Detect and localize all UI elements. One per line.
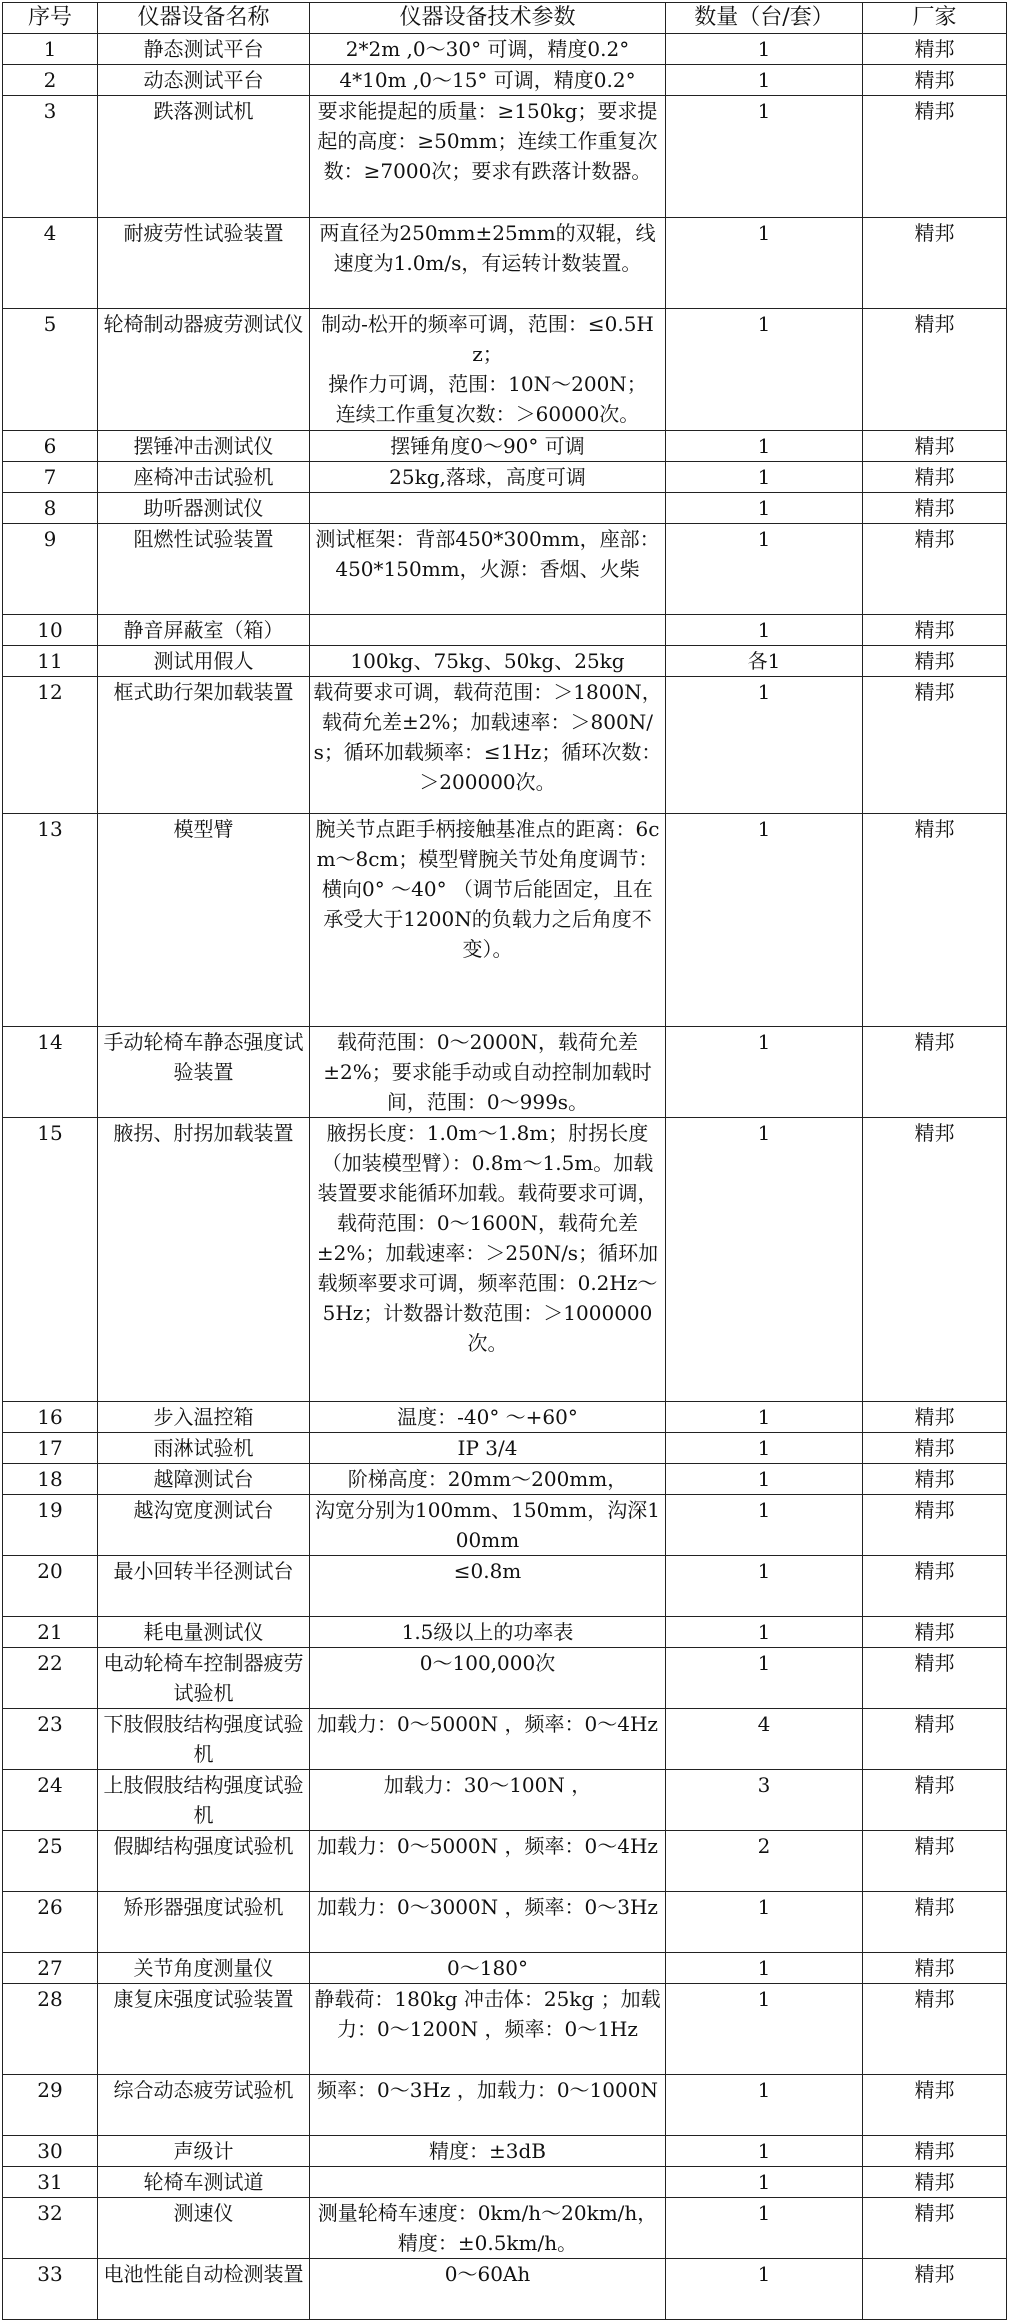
quantity-cell: 1 [666, 1027, 863, 1118]
equipment-name-cell: 摆锤冲击测试仪 [98, 431, 310, 462]
table-row [3, 2167, 1007, 2198]
table-row [3, 615, 1007, 646]
manufacturer-cell: 精邦 [863, 1027, 1007, 1118]
manufacturer-cell: 精邦 [863, 1709, 1007, 1770]
equipment-name-cell: 耗电量测试仪 [98, 1617, 310, 1648]
technical-parameters-cell: 阶梯高度：20mm～200mm， [310, 1464, 666, 1495]
quantity-cell: 1 [666, 2136, 863, 2167]
header-manufacturer: 厂家 [863, 3, 1007, 34]
table-row [3, 2136, 1007, 2167]
manufacturer-cell: 精邦 [863, 646, 1007, 677]
quantity-cell: 1 [666, 1433, 863, 1464]
equipment-name-cell: 矫形器强度试验机 [98, 1892, 310, 1953]
equipment-name-cell: 越沟宽度测试台 [98, 1495, 310, 1556]
manufacturer-cell: 精邦 [863, 814, 1007, 1027]
technical-parameters-cell: 4*10m ,0～15° 可调，精度0.2° [310, 65, 666, 96]
table-row [3, 431, 1007, 462]
quantity-cell: 1 [666, 1402, 863, 1433]
table-row [3, 309, 1007, 431]
serial-number-cell: 13 [3, 814, 98, 1027]
technical-parameters-cell: 温度：-40° ～+60° [310, 1402, 666, 1433]
serial-number-cell: 21 [3, 1617, 98, 1648]
serial-number-cell: 19 [3, 1495, 98, 1556]
equipment-name-cell: 测试用假人 [98, 646, 310, 677]
serial-number-cell: 28 [3, 1984, 98, 2075]
technical-parameters-cell: IP 3/4 [310, 1433, 666, 1464]
table-row [3, 1892, 1007, 1953]
table-row [3, 2259, 1007, 2320]
equipment-name-cell: 动态测试平台 [98, 65, 310, 96]
equipment-name-cell: 电动轮椅车控制器疲劳试验机 [98, 1648, 310, 1709]
serial-number-cell: 2 [3, 65, 98, 96]
table-body [3, 34, 1007, 2320]
header-equipment-name: 仪器设备名称 [98, 3, 310, 34]
manufacturer-cell: 精邦 [863, 1892, 1007, 1953]
table-row [3, 1709, 1007, 1770]
equipment-name-cell: 静态测试平台 [98, 34, 310, 65]
technical-parameters-cell: 1.5级以上的功率表 [310, 1617, 666, 1648]
quantity-cell: 1 [666, 524, 863, 615]
manufacturer-cell: 精邦 [863, 493, 1007, 524]
table-row [3, 96, 1007, 218]
quantity-cell: 1 [666, 677, 863, 814]
technical-parameters-cell: 载荷要求可调，载荷范围：＞1800N，载荷允差±2%；加载速率：＞800N/s；循环加载频率：≤1Hz；循环次数：＞200000次。 [310, 677, 666, 814]
manufacturer-cell: 精邦 [863, 2075, 1007, 2136]
equipment-name-cell: 座椅冲击试验机 [98, 462, 310, 493]
manufacturer-cell: 精邦 [863, 309, 1007, 431]
technical-parameters-cell: 加载力：0～3000N ，频率：0～3Hz [310, 1892, 666, 1953]
table-row [3, 1953, 1007, 1984]
manufacturer-cell: 精邦 [863, 2167, 1007, 2198]
technical-parameters-cell: 频率：0～3Hz ，加载力：0～1000N [310, 2075, 666, 2136]
technical-parameters-cell: 25kg,落球，高度可调 [310, 462, 666, 493]
quantity-cell: 1 [666, 34, 863, 65]
serial-number-cell: 27 [3, 1953, 98, 1984]
table-row [3, 1118, 1007, 1402]
manufacturer-cell: 精邦 [863, 615, 1007, 646]
table-row [3, 1556, 1007, 1617]
manufacturer-cell: 精邦 [863, 524, 1007, 615]
serial-number-cell: 24 [3, 1770, 98, 1831]
equipment-name-cell: 关节角度测量仪 [98, 1953, 310, 1984]
technical-parameters-cell: 0～60Ah [310, 2259, 666, 2320]
technical-parameters-cell: 加载力：0～5000N ，频率：0～4Hz [310, 1709, 666, 1770]
table-row [3, 1495, 1007, 1556]
quantity-cell: 1 [666, 2167, 863, 2198]
quantity-cell: 2 [666, 1831, 863, 1892]
equipment-name-cell: 康复床强度试验装置 [98, 1984, 310, 2075]
quantity-cell: 1 [666, 431, 863, 462]
manufacturer-cell: 精邦 [863, 1464, 1007, 1495]
manufacturer-cell: 精邦 [863, 2136, 1007, 2167]
equipment-name-cell: 越障测试台 [98, 1464, 310, 1495]
serial-number-cell: 33 [3, 2259, 98, 2320]
serial-number-cell: 17 [3, 1433, 98, 1464]
technical-parameters-cell: 摆锤角度0～90° 可调 [310, 431, 666, 462]
serial-number-cell: 23 [3, 1709, 98, 1770]
serial-number-cell: 6 [3, 431, 98, 462]
serial-number-cell: 7 [3, 462, 98, 493]
manufacturer-cell: 精邦 [863, 96, 1007, 218]
table-header-row [3, 3, 1007, 34]
serial-number-cell: 18 [3, 1464, 98, 1495]
header-serial-number: 序号 [3, 3, 98, 34]
quantity-cell: 1 [666, 1617, 863, 1648]
quantity-cell: 4 [666, 1709, 863, 1770]
table-row [3, 1770, 1007, 1831]
equipment-name-cell: 上肢假肢结构强度试验机 [98, 1770, 310, 1831]
table-row [3, 2075, 1007, 2136]
table-row [3, 34, 1007, 65]
serial-number-cell: 9 [3, 524, 98, 615]
table-row [3, 1984, 1007, 2075]
technical-parameters-cell: 加载力：0～5000N ，频率：0～4Hz [310, 1831, 666, 1892]
equipment-name-cell: 下肢假肢结构强度试验机 [98, 1709, 310, 1770]
table-row [3, 646, 1007, 677]
serial-number-cell: 15 [3, 1118, 98, 1402]
equipment-name-cell: 助听器测试仪 [98, 493, 310, 524]
technical-parameters-cell: 要求能提起的质量：≥150kg；要求提起的高度：≥50mm；连续工作重复次数：≥7000次；要求有跌落计数器。 [310, 96, 666, 218]
manufacturer-cell: 精邦 [863, 1495, 1007, 1556]
equipment-name-cell: 最小回转半径测试台 [98, 1556, 310, 1617]
table-row [3, 1648, 1007, 1709]
serial-number-cell: 16 [3, 1402, 98, 1433]
serial-number-cell: 14 [3, 1027, 98, 1118]
serial-number-cell: 3 [3, 96, 98, 218]
table-row [3, 1402, 1007, 1433]
technical-parameters-cell: 静载荷：180kg 冲击体：25kg ；加载力：0～1200N ，频率：0～1Hz [310, 1984, 666, 2075]
quantity-cell: 1 [666, 2198, 863, 2259]
manufacturer-cell: 精邦 [863, 1556, 1007, 1617]
quantity-cell: 1 [666, 1953, 863, 1984]
technical-parameters-cell: 腋拐长度：1.0m～1.8m；肘拐长度（加装模型臂）：0.8m～1.5m。加载装置要求能循环加载。载荷要求可调，载荷范围：0～1600N，载荷允差±2%；加载速率：＞250N/s；循环加载频率要求可调，频率范围：0.2Hz～5Hz；计数器计数范围：＞1000000次。 [310, 1118, 666, 1402]
manufacturer-cell: 精邦 [863, 1984, 1007, 2075]
manufacturer-cell: 精邦 [863, 218, 1007, 309]
table-row [3, 65, 1007, 96]
quantity-cell: 1 [666, 1118, 863, 1402]
manufacturer-cell: 精邦 [863, 1433, 1007, 1464]
table-row [3, 814, 1007, 1027]
manufacturer-cell: 精邦 [863, 462, 1007, 493]
technical-parameters-cell: ≤0.8m [310, 1556, 666, 1617]
technical-parameters-cell [310, 615, 666, 646]
table-row [3, 1027, 1007, 1118]
equipment-name-cell: 轮椅制动器疲劳测试仪 [98, 309, 310, 431]
serial-number-cell: 32 [3, 2198, 98, 2259]
technical-parameters-cell: 载荷范围：0～2000N，载荷允差±2%；要求能手动或自动控制加载时间，范围：0～999s。 [310, 1027, 666, 1118]
technical-parameters-cell: 腕关节点距手柄接触基准点的距离：6cm～8cm；模型臂腕关节处角度调节：横向0° ～40° （调节后能固定，且在承受大于1200N的负载力之后角度不变）。 [310, 814, 666, 1027]
quantity-cell: 1 [666, 1464, 863, 1495]
equipment-name-cell: 手动轮椅车静态强度试验装置 [98, 1027, 310, 1118]
quantity-cell: 1 [666, 65, 863, 96]
serial-number-cell: 5 [3, 309, 98, 431]
table-row [3, 1433, 1007, 1464]
quantity-cell: 3 [666, 1770, 863, 1831]
quantity-cell: 各1 [666, 646, 863, 677]
table-row [3, 462, 1007, 493]
header-technical-parameters: 仪器设备技术参数 [310, 3, 666, 34]
manufacturer-cell: 精邦 [863, 1953, 1007, 1984]
table-row [3, 677, 1007, 814]
table-row [3, 1464, 1007, 1495]
quantity-cell: 1 [666, 2075, 863, 2136]
equipment-name-cell: 腋拐、肘拐加载装置 [98, 1118, 310, 1402]
technical-parameters-cell: 加载力：30～100N ， [310, 1770, 666, 1831]
quantity-cell: 1 [666, 1495, 863, 1556]
quantity-cell: 1 [666, 309, 863, 431]
manufacturer-cell: 精邦 [863, 2259, 1007, 2320]
equipment-name-cell: 跌落测试机 [98, 96, 310, 218]
serial-number-cell: 29 [3, 2075, 98, 2136]
manufacturer-cell: 精邦 [863, 34, 1007, 65]
quantity-cell: 1 [666, 462, 863, 493]
equipment-name-cell: 阻燃性试验装置 [98, 524, 310, 615]
quantity-cell: 1 [666, 2259, 863, 2320]
serial-number-cell: 30 [3, 2136, 98, 2167]
quantity-cell: 1 [666, 1984, 863, 2075]
quantity-cell: 1 [666, 1892, 863, 1953]
manufacturer-cell: 精邦 [863, 1617, 1007, 1648]
manufacturer-cell: 精邦 [863, 2198, 1007, 2259]
table-row [3, 218, 1007, 309]
table-row [3, 1831, 1007, 1892]
serial-number-cell: 11 [3, 646, 98, 677]
equipment-name-cell: 步入温控箱 [98, 1402, 310, 1433]
technical-parameters-cell: 精度：±3dB [310, 2136, 666, 2167]
equipment-table [2, 2, 1007, 2320]
technical-parameters-cell: 2*2m ,0～30° 可调，精度0.2° [310, 34, 666, 65]
technical-parameters-cell: 制动-松开的频率可调，范围：≤0.5Hz； 操作力可调，范围：10N～200N； 连续工作重复次数：＞60000次。 [310, 309, 666, 431]
manufacturer-cell: 精邦 [863, 1648, 1007, 1709]
equipment-name-cell: 框式助行架加载装置 [98, 677, 310, 814]
manufacturer-cell: 精邦 [863, 65, 1007, 96]
manufacturer-cell: 精邦 [863, 1118, 1007, 1402]
quantity-cell: 1 [666, 493, 863, 524]
equipment-name-cell: 声级计 [98, 2136, 310, 2167]
equipment-name-cell: 假脚结构强度试验机 [98, 1831, 310, 1892]
technical-parameters-cell: 100kg、75kg、50kg、25kg [310, 646, 666, 677]
technical-parameters-cell [310, 2167, 666, 2198]
equipment-name-cell: 测速仪 [98, 2198, 310, 2259]
serial-number-cell: 10 [3, 615, 98, 646]
technical-parameters-cell: 测试框架：背部450*300mm，座部：450*150mm，火源：香烟、火柴 [310, 524, 666, 615]
technical-parameters-cell: 沟宽分别为100mm、150mm，沟深100mm [310, 1495, 666, 1556]
manufacturer-cell: 精邦 [863, 1402, 1007, 1433]
equipment-name-cell: 静音屏蔽室（箱） [98, 615, 310, 646]
technical-parameters-cell: 两直径为250mm±25mm的双辊，线速度为1.0m/s，有运转计数装置。 [310, 218, 666, 309]
table-row [3, 1617, 1007, 1648]
technical-parameters-cell: 0～100,000次 [310, 1648, 666, 1709]
serial-number-cell: 25 [3, 1831, 98, 1892]
serial-number-cell: 4 [3, 218, 98, 309]
equipment-name-cell: 模型臂 [98, 814, 310, 1027]
serial-number-cell: 12 [3, 677, 98, 814]
equipment-name-cell: 雨淋试验机 [98, 1433, 310, 1464]
equipment-name-cell: 综合动态疲劳试验机 [98, 2075, 310, 2136]
quantity-cell: 1 [666, 1556, 863, 1617]
serial-number-cell: 8 [3, 493, 98, 524]
equipment-name-cell: 耐疲劳性试验装置 [98, 218, 310, 309]
manufacturer-cell: 精邦 [863, 677, 1007, 814]
serial-number-cell: 31 [3, 2167, 98, 2198]
equipment-name-cell: 轮椅车测试道 [98, 2167, 310, 2198]
quantity-cell: 1 [666, 814, 863, 1027]
header-quantity: 数量（台/套） [666, 3, 863, 34]
serial-number-cell: 22 [3, 1648, 98, 1709]
quantity-cell: 1 [666, 615, 863, 646]
technical-parameters-cell: 0～180° [310, 1953, 666, 1984]
technical-parameters-cell [310, 493, 666, 524]
table-row [3, 2198, 1007, 2259]
quantity-cell: 1 [666, 96, 863, 218]
manufacturer-cell: 精邦 [863, 1831, 1007, 1892]
table-row [3, 524, 1007, 615]
quantity-cell: 1 [666, 1648, 863, 1709]
equipment-name-cell: 电池性能自动检测装置 [98, 2259, 310, 2320]
serial-number-cell: 1 [3, 34, 98, 65]
manufacturer-cell: 精邦 [863, 1770, 1007, 1831]
serial-number-cell: 20 [3, 1556, 98, 1617]
manufacturer-cell: 精邦 [863, 431, 1007, 462]
technical-parameters-cell: 测量轮椅车速度：0km/h～20km/h，精度：±0.5km/h。 [310, 2198, 666, 2259]
serial-number-cell: 26 [3, 1892, 98, 1953]
table-row [3, 493, 1007, 524]
quantity-cell: 1 [666, 218, 863, 309]
